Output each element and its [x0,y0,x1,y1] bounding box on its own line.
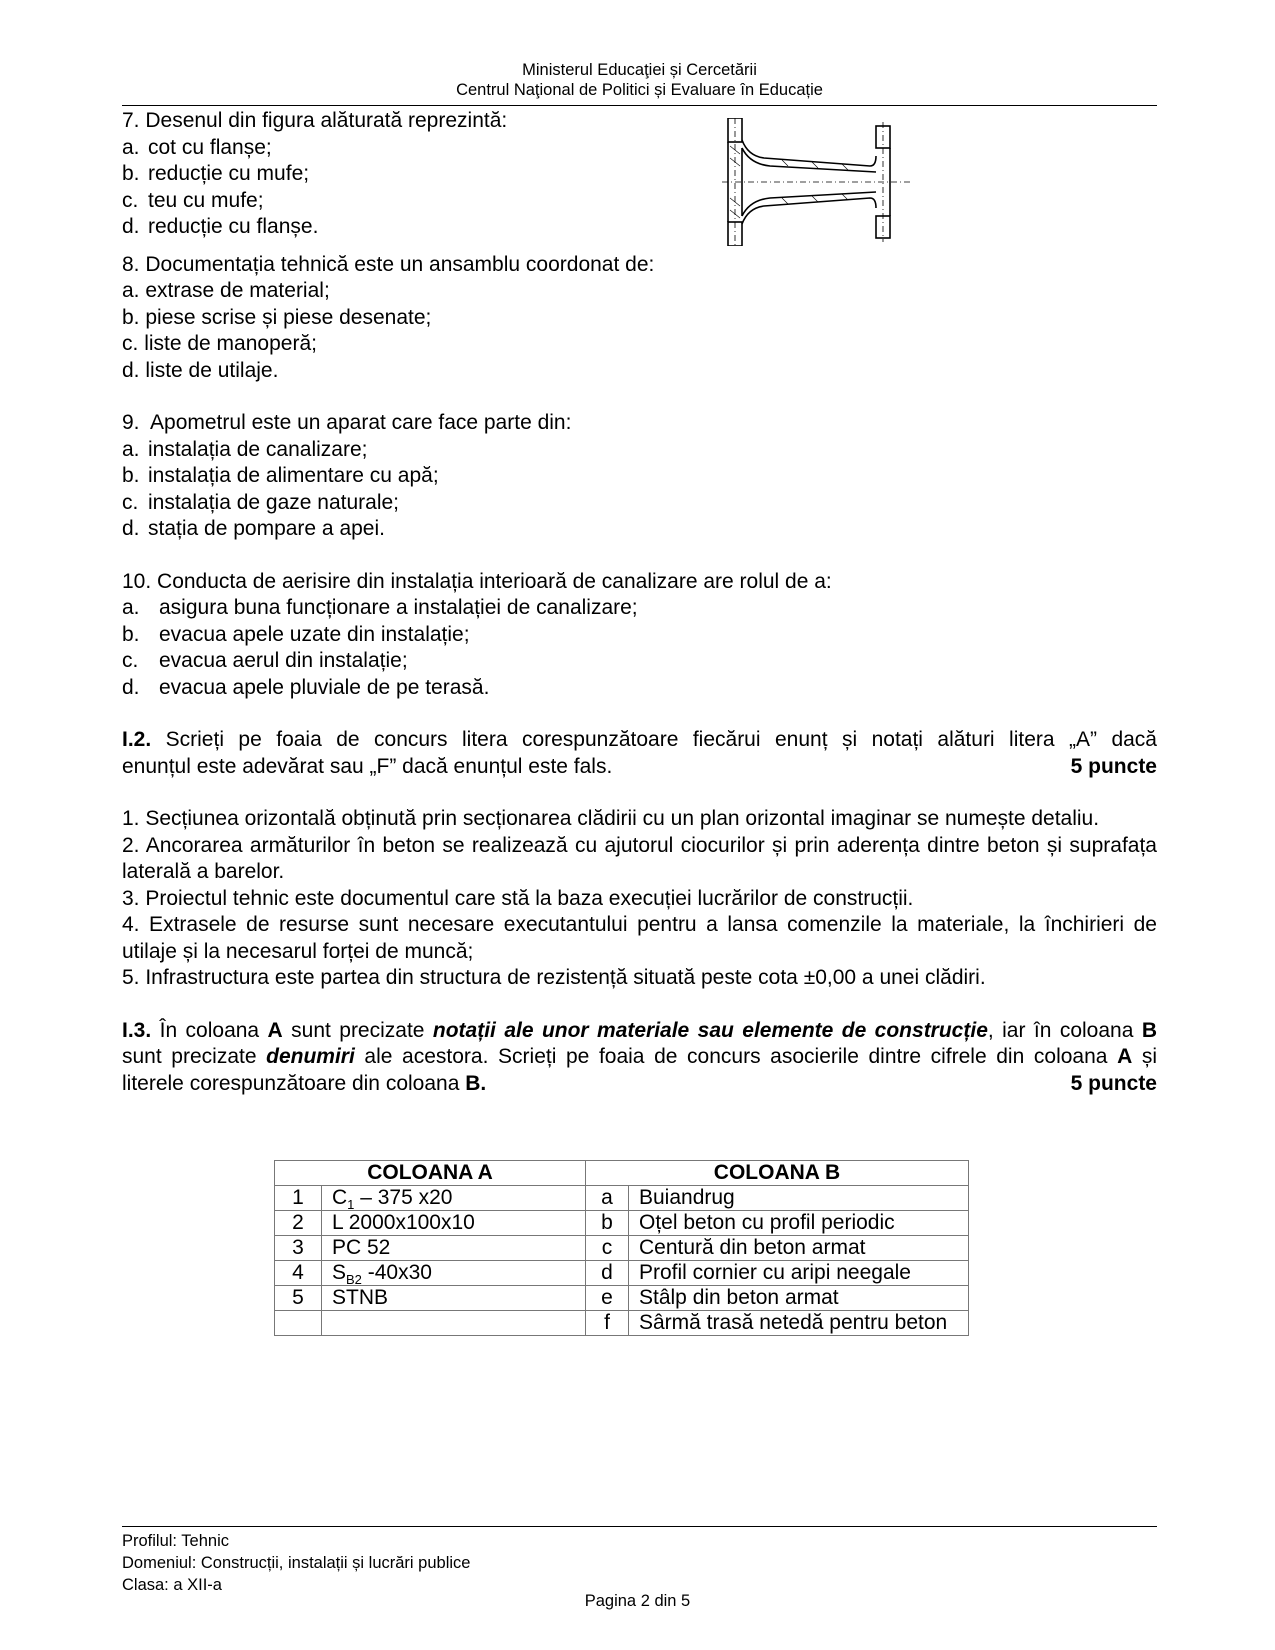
page-number: Pagina 2 din 5 [584,1592,691,1610]
question-8 [122,252,1157,385]
statement-3: 3. Proiectul tehnic este documentul care stă la baza execuției lucrărilor de construcții. [122,886,914,910]
q9-option-d: d. stația de pompare a apei. [122,517,385,540]
q10-option-d: d. evacua apele pluviale de pe terasă. [122,675,490,699]
q9-option-a: a. instalația de canalizare; [122,437,368,461]
table-row: 1 $C_1 - 375$ x20 a Buiandrug [275,1186,969,1211]
footer-profile: Profilul: Tehnic [122,1532,230,1550]
statement-1: 1. Secțiunea orizontală obținută prin secționarea clădirii cu un plan orizontal imaginar se numește detaliu. [122,807,1100,830]
q10-option-c: c. evacua aerul din instalație; [122,649,408,672]
question-9 [122,410,1157,543]
association-table [274,1160,969,1336]
footer-class: Clasa: a XII-a [122,1576,222,1594]
section-i2-instruction-line2: enunțul este adevărat sau „F” dacă enunțul este fals. 5 puncte [122,754,1157,781]
question-7 [122,108,1157,241]
q7-option-a: a. cot cu flanșe; [122,135,272,159]
q7-option-b: b. reducție cu mufe; [122,162,310,185]
table-row: 3 PC 52 c Centură din beton armat [275,1236,969,1261]
header-ministry: Ministerul Educaţiei și Cercetării [522,61,757,79]
column-b-header: COLOANA B [586,1161,969,1186]
section-i3-points-row [122,1071,1157,1124]
section-i2-statements [122,806,1157,992]
q10-option-b: b. evacua apele uzate din instalație; [122,622,470,646]
question-9-stem: 9. Apometrul este un aparat care face parte din: [122,411,572,434]
q9-option-c: c. instalația de gaze naturale; [122,490,400,514]
section-i2 [122,727,1157,780]
q8-option-c: c. liste de manoperă; [122,332,317,355]
table-header-row [275,1161,969,1186]
question-10 [122,569,1157,702]
q8-option-b: b. piese scrise și piese desenate; [122,305,432,329]
page-header [122,60,1157,100]
table-row: 4 $S_{B2}$ -40x30 d Profil cornier cu aripi neegale [275,1261,969,1286]
header-center: Centrul Naţional de Politici și Evaluare în Educație [456,81,823,99]
page-content [122,108,1157,1124]
section-i3-points: 5 puncte [1070,1071,1157,1095]
section-i2-instruction-line1: I.2. Scrieți pe foaia de concurs litera corespunzătoare fiecărui enunț și notați alături litera „A” dacă [122,728,1157,751]
q9-option-b: b. instalația de alimentare cu apă; [122,464,439,487]
table-row: 5 STNB e Stâlp din beton armat [275,1286,969,1311]
question-7-stem: 7. Desenul din figura alăturată reprezintă: [122,109,508,132]
cell-a-4: $S_{B2}$ -40x30 [322,1261,586,1286]
header-divider [122,105,1157,106]
table-row: 2 L 2000x100x10 b Oțel beton cu profil periodic [275,1211,969,1236]
q7-option-c: c. teu cu mufe; [122,188,264,212]
section-i3 [122,1018,1157,1124]
section-i3-instruction: I.3. În coloana A sunt precizate notații ale unor materiale sau elemente de construcție, iar în coloana B sunt precizate denumiri ale acestora. Scrieți pe foaia de concurs asocierile dintre cifrele din coloana A și literele corespunzătoare din coloana B. [122,1018,1158,1095]
q7-option-d: d. reducție cu flanșe. [122,215,319,238]
q8-option-d: d. liste de utilaje. [122,358,279,382]
footer-domain: Domeniul: Construcții, instalații și lucrări publice [122,1554,471,1572]
page-footer [122,1530,470,1596]
statement-2: 2. Ancorarea armăturilor în beton se realizează cu ajutorul ciocurilor și prin aderența dintre beton și suprafața laterală a barelor. [122,833,1157,883]
column-a-header: COLOANA A [275,1161,586,1186]
q8-option-a: a. extrase de material; [122,279,330,302]
cell-a-1: $C_1 - 375$ x20 [322,1186,586,1211]
table-row: f Sârmă trasă netedă pentru beton [275,1311,969,1336]
statement-4: 4. Extrasele de resurse sunt necesare executantului pentru a lansa comenzile la materiale, la închirieri de utilaje și la necesarul forței de muncă; [122,913,1157,963]
question-8-stem: 8. Documentația tehnică este un ansamblu coordonat de: [122,252,655,276]
footer-divider [122,1526,1157,1527]
question-10-stem: 10. Conducta de aerisire din instalația interioară de canalizare are rolul de a: [122,569,832,593]
statement-5: 5. Infrastructura este partea din structura de rezistență situată peste cota ±0,00 a unei clădiri. [122,966,986,989]
section-i2-points: 5 puncte [1070,754,1157,778]
q10-option-a: a. asigura buna funcționare a instalației de canalizare; [122,596,638,619]
